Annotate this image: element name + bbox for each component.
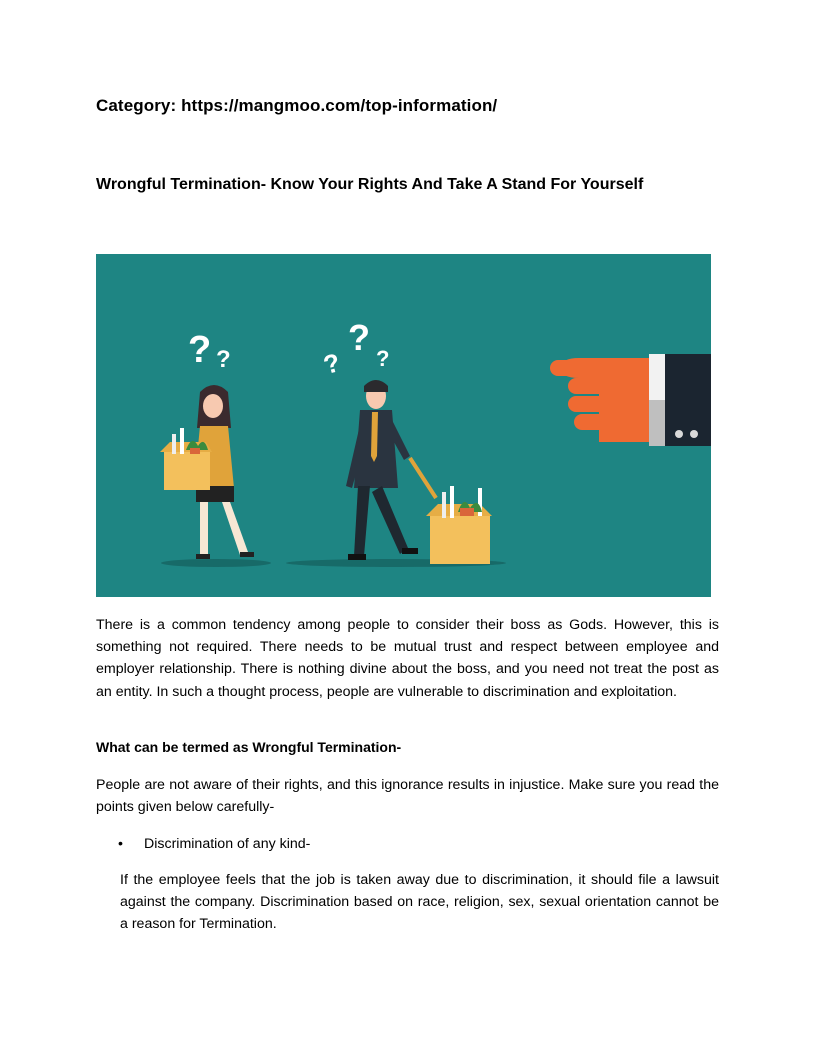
section-subheading: What can be termed as Wrongful Termination- (96, 739, 402, 755)
question-mark-4: ? (348, 317, 370, 358)
bullet-marker: • (118, 836, 123, 852)
bullet-text: Discrimination of any kind- (144, 836, 311, 852)
category-line: Category: https://mangmoo.com/top-information/ (96, 96, 498, 115)
paragraph-discrimination: If the employee feels that the job is taken away due to discrimination, it should file a lawsuit against the company. Discrimination based on race, religion, sex, sexual orientation cannot be a reason for Termination. (120, 872, 719, 933)
pointing-hand (550, 354, 711, 446)
bullet-item (118, 833, 310, 855)
question-mark-3: ? (320, 347, 344, 381)
hero-illustration (96, 254, 711, 597)
paragraph-intro: There is a common tendency among people to consider their boss as Gods. However, this is something not required. There needs to be mutual trust and respect between employee and employer relationship. There is nothing divine about the boss, and you need not treat the post as an entity. In such a thought process, people are vulnerable to discrimination and exploitation. (96, 617, 719, 700)
article-title: Wrongful Termination- Know Your Rights And Take A Stand For Yourself (96, 176, 644, 193)
paragraph-rights: People are not aware of their rights, and this ignorance results in injustice. Make sure you read the points given below carefully- (96, 777, 719, 816)
man-figure (346, 380, 492, 564)
floor-shadow-left (161, 559, 271, 567)
question-mark-1: ? (188, 329, 212, 371)
question-mark-2: ? (216, 346, 231, 373)
question-mark-5: ? (376, 346, 390, 371)
woman-figure (160, 385, 254, 559)
